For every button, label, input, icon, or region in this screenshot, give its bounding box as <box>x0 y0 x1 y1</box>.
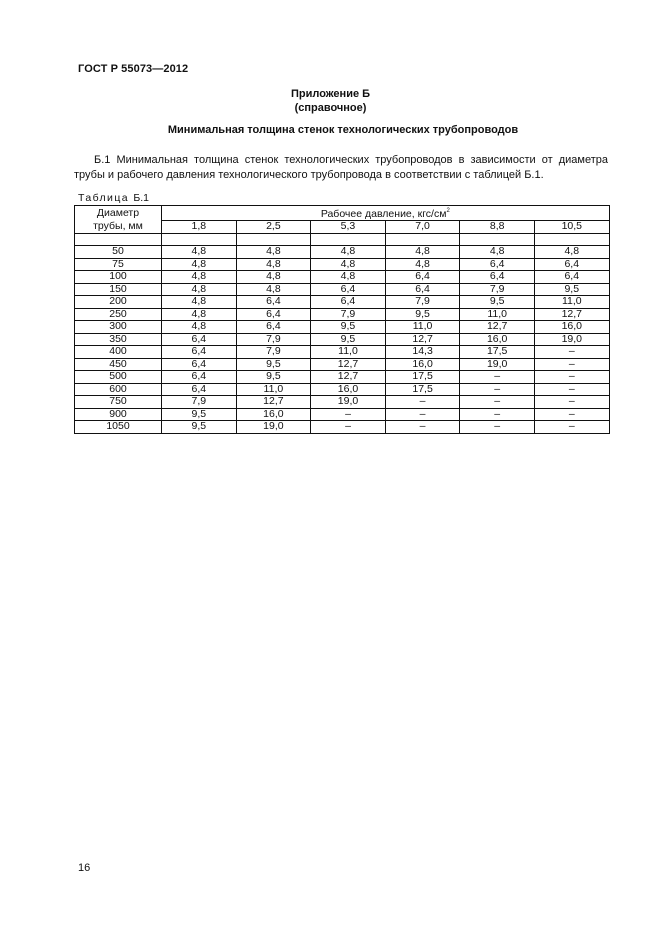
thickness-cell: 4,8 <box>311 271 386 284</box>
header-pressure-value: 8,8 <box>460 221 535 234</box>
diameter-cell: 200 <box>75 296 162 309</box>
diameter-cell: 900 <box>75 408 162 421</box>
thickness-cell: 9,5 <box>311 321 386 334</box>
table-row <box>75 308 610 321</box>
thickness-cell: 12,7 <box>460 321 535 334</box>
thickness-cell: 6,4 <box>162 371 237 384</box>
thickness-cell: 4,8 <box>162 308 237 321</box>
table-row <box>75 371 610 384</box>
thickness-cell: 7,9 <box>236 333 311 346</box>
thickness-cell: – <box>385 421 460 434</box>
thickness-cell: 9,5 <box>534 283 609 296</box>
diameter-cell: 150 <box>75 283 162 296</box>
thickness-cell: 7,9 <box>460 283 535 296</box>
thickness-cell: – <box>311 421 386 434</box>
thickness-cell: 7,9 <box>236 346 311 359</box>
table-row <box>75 383 610 396</box>
thickness-cell: 7,9 <box>162 396 237 409</box>
thickness-cell: 4,8 <box>460 246 535 259</box>
thickness-cell: 6,4 <box>311 283 386 296</box>
thickness-cell: 11,0 <box>534 296 609 309</box>
table-caption <box>78 192 149 204</box>
thickness-cell: – <box>534 383 609 396</box>
thickness-cell: 16,0 <box>236 408 311 421</box>
thickness-cell: 11,0 <box>385 321 460 334</box>
thickness-cell: 9,5 <box>162 408 237 421</box>
thickness-cell: 11,0 <box>236 383 311 396</box>
diameter-cell: 1050 <box>75 421 162 434</box>
table-header-spacer <box>75 233 610 246</box>
thickness-cell: – <box>385 408 460 421</box>
header-diameter-line1: Диаметр <box>75 206 162 221</box>
table-row <box>75 408 610 421</box>
thickness-cell: 4,8 <box>162 246 237 259</box>
table-row <box>75 246 610 259</box>
thickness-cell: 11,0 <box>311 346 386 359</box>
thickness-cell: 6,4 <box>236 321 311 334</box>
thickness-cell: 6,4 <box>534 271 609 284</box>
diameter-cell: 500 <box>75 371 162 384</box>
thickness-cell: 19,0 <box>236 421 311 434</box>
thickness-cell: 19,0 <box>311 396 386 409</box>
thickness-cell: 9,5 <box>236 358 311 371</box>
table-caption-word: Таблица <box>78 192 129 204</box>
thickness-cell: 4,8 <box>162 258 237 271</box>
thickness-cell: 17,5 <box>460 346 535 359</box>
thickness-cell: 4,8 <box>162 296 237 309</box>
thickness-cell: 4,8 <box>385 246 460 259</box>
thickness-cell: 6,4 <box>162 333 237 346</box>
thickness-cell: 6,4 <box>311 296 386 309</box>
section-title: Минимальная толщина стенок технологических трубопроводов <box>167 124 519 136</box>
page-number: 16 <box>78 862 91 874</box>
table-row <box>75 396 610 409</box>
table-row <box>75 421 610 434</box>
diameter-cell: 400 <box>75 346 162 359</box>
diameter-cell: 300 <box>75 321 162 334</box>
thickness-cell: 16,0 <box>534 321 609 334</box>
header-pressure-value: 2,5 <box>236 221 311 234</box>
table-row <box>75 346 610 359</box>
table-row <box>75 296 610 309</box>
thickness-cell: 6,4 <box>460 258 535 271</box>
header-pressure-label: Рабочее давление, кгс/см <box>320 208 447 220</box>
thickness-cell: 19,0 <box>460 358 535 371</box>
thickness-cell: 6,4 <box>385 283 460 296</box>
header-pressure-value: 5,3 <box>311 221 386 234</box>
thickness-cell: 9,5 <box>236 371 311 384</box>
thickness-cell: 12,7 <box>311 358 386 371</box>
thickness-cell: 17,5 <box>385 371 460 384</box>
thickness-cell: – <box>460 421 535 434</box>
body-paragraph: Б.1 Минимальная толщина стенок технологических трубопроводов в зависимости от диаметра трубы и рабочего давления технологического трубопровода в соответствии с таблицей Б.1. <box>74 154 608 181</box>
diameter-cell: 350 <box>75 333 162 346</box>
thickness-cell: 4,8 <box>162 283 237 296</box>
table-row <box>75 271 610 284</box>
thickness-cell: 6,4 <box>385 271 460 284</box>
thickness-cell: 9,5 <box>460 296 535 309</box>
diameter-cell: 75 <box>75 258 162 271</box>
thickness-cell: 6,4 <box>534 258 609 271</box>
thickness-cell: 7,9 <box>311 308 386 321</box>
thickness-cell: – <box>534 358 609 371</box>
thickness-cell: 6,4 <box>460 271 535 284</box>
thickness-cell: 4,8 <box>236 283 311 296</box>
thickness-cell: – <box>311 408 386 421</box>
thickness-cell: 9,5 <box>385 308 460 321</box>
thickness-cell: 6,4 <box>162 383 237 396</box>
thickness-cell: – <box>534 346 609 359</box>
thickness-cell: 12,7 <box>385 333 460 346</box>
thickness-cell: 16,0 <box>311 383 386 396</box>
diameter-cell: 750 <box>75 396 162 409</box>
table-header-row-1 <box>75 206 610 221</box>
thickness-cell: 16,0 <box>460 333 535 346</box>
thickness-cell: 12,7 <box>311 371 386 384</box>
diameter-cell: 450 <box>75 358 162 371</box>
thickness-cell: 4,8 <box>385 258 460 271</box>
thickness-cell: 4,8 <box>311 246 386 259</box>
table-row <box>75 258 610 271</box>
appendix-subtitle: (справочное) <box>294 102 367 114</box>
thickness-cell: – <box>460 371 535 384</box>
thickness-cell: 4,8 <box>236 246 311 259</box>
table-row <box>75 283 610 296</box>
header-pressure-unit-power: 2 <box>446 208 450 214</box>
header-pressure-value: 1,8 <box>162 221 237 234</box>
thickness-cell: 7,9 <box>385 296 460 309</box>
header-diameter-line2: трубы, мм <box>75 221 162 234</box>
thickness-cell: 6,4 <box>162 358 237 371</box>
thickness-cell: 6,4 <box>162 346 237 359</box>
thickness-cell: 4,8 <box>162 321 237 334</box>
thickness-cell: 16,0 <box>385 358 460 371</box>
thickness-cell: – <box>460 408 535 421</box>
thickness-cell: – <box>385 396 460 409</box>
thickness-cell: – <box>460 383 535 396</box>
thickness-cell: 6,4 <box>236 296 311 309</box>
wall-thickness-table <box>74 205 610 434</box>
thickness-cell: – <box>534 408 609 421</box>
table-header-row-2 <box>75 221 610 234</box>
thickness-cell: 12,7 <box>236 396 311 409</box>
thickness-cell: 4,8 <box>236 271 311 284</box>
thickness-cell: 19,0 <box>534 333 609 346</box>
thickness-cell: – <box>534 396 609 409</box>
thickness-cell: 11,0 <box>460 308 535 321</box>
table-row <box>75 333 610 346</box>
header-pressure-value: 7,0 <box>385 221 460 234</box>
thickness-cell: 9,5 <box>162 421 237 434</box>
document-code: ГОСТ Р 55073—2012 <box>78 63 189 75</box>
diameter-cell: 50 <box>75 246 162 259</box>
thickness-cell: 9,5 <box>311 333 386 346</box>
diameter-cell: 600 <box>75 383 162 396</box>
thickness-cell: 17,5 <box>385 383 460 396</box>
thickness-cell: – <box>460 396 535 409</box>
thickness-cell: 4,8 <box>162 271 237 284</box>
thickness-cell: 4,8 <box>236 258 311 271</box>
diameter-cell: 250 <box>75 308 162 321</box>
table-caption-number: Б.1 <box>133 192 149 204</box>
thickness-cell: 14,3 <box>385 346 460 359</box>
thickness-cell: 4,8 <box>311 258 386 271</box>
thickness-cell: – <box>534 371 609 384</box>
table-row <box>75 358 610 371</box>
thickness-cell: – <box>534 421 609 434</box>
diameter-cell: 100 <box>75 271 162 284</box>
table-row <box>75 321 610 334</box>
thickness-cell: 6,4 <box>236 308 311 321</box>
appendix-title: Приложение Б <box>290 88 371 100</box>
appendix-heading <box>0 87 661 115</box>
header-pressure-value: 10,5 <box>534 221 609 234</box>
header-pressure-group <box>162 206 610 221</box>
thickness-cell: 12,7 <box>534 308 609 321</box>
thickness-cell: 4,8 <box>534 246 609 259</box>
